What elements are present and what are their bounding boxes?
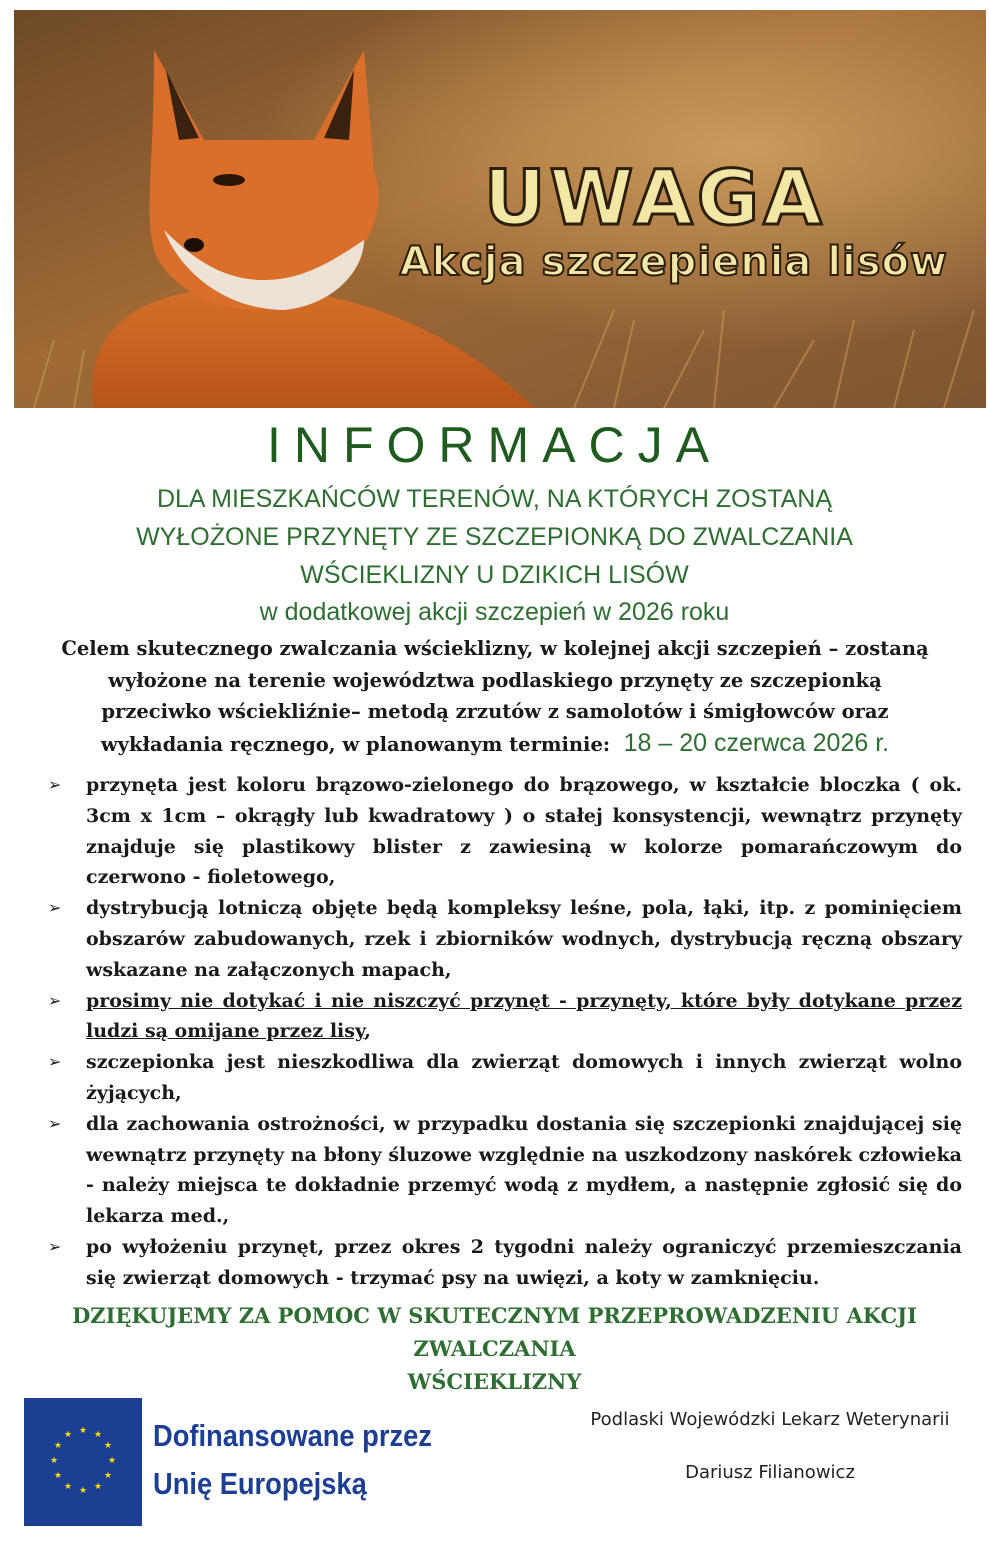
info-list [48,770,962,1294]
svg-text:★: ★ [63,1482,73,1492]
audience-line: DLA MIESZKAŃCÓW TERENÓW, NA KTÓRYCH ZOSTANĄ [156,485,833,513]
arrow-bullet-icon: ➢ [48,1113,62,1133]
svg-text:★: ★ [103,1471,113,1481]
list-item-text: szczepionka jest nieszkodliwa dla zwierząt domowych i innych zwierząt wolno żyjących, [86,1051,962,1104]
eu-funding-text [153,1412,432,1508]
thanks-line: WŚCIEKLIZNY [407,1369,582,1394]
lead-line: Celem skutecznego zwalczania wścieklizny, w kolejnej akcji szczepień – zostaną [61,637,929,660]
list-item-text: dla zachowania ostrożności, w przypadku dostania się szczepionki znajdującej się wewnątrz przynęty na błony śluzowe względnie na uszkodzony naskórek człowieka - należy miejsca te dokładnie przemyć wodą z mydłem, a następnie zgłosić się do lekarza med., [86,1112,962,1228]
list-item [48,893,962,985]
svg-text:★: ★ [78,1426,88,1436]
lead-line: przeciwko wściekliźnie– metodą zrzutów z samolotów i śmigłowców oraz [101,700,889,723]
arrow-bullet-icon: ➢ [48,1236,62,1256]
svg-text:★: ★ [93,1430,103,1440]
thanks-message [0,1299,989,1398]
arrow-bullet-icon: ➢ [48,990,62,1010]
list-item-warning: prosimy nie dotykać i nie niszczyć przynęt - przynęty, które były dotykane przez ludzi są omijane przez lisy [86,989,962,1043]
audience-line: WYŁOŻONE PRZYNĘTY ZE SZCZEPIONKĄ DO ZWALCZANIA [136,523,853,551]
svg-text:★: ★ [93,1482,103,1492]
banner-subheadline: Akcja szczepienia lisów [399,239,948,285]
banner-headline: UWAGA [483,153,826,242]
signature-name: Dariusz Filianowicz [685,1462,855,1483]
list-item [48,1047,962,1109]
signature-block [540,1409,989,1483]
lead-paragraph [20,633,970,760]
subheading: w dodatkowej akcji szczepień w 2026 roku [259,598,730,626]
list-item [48,1232,962,1294]
svg-text:★: ★ [103,1441,113,1451]
arrow-bullet-icon: ➢ [48,1052,62,1072]
svg-text:★: ★ [63,1430,73,1440]
svg-text:★: ★ [53,1471,63,1481]
list-item-text: przynęta jest koloru brązowo-zielonego do brązowego, w kształcie bloczka ( ok. 3cm x 1cm – okrągły lub kwadratowy ) o stałej konsystencji, wewnątrz przynęty znajduje się plastikowy blister z zawiesiną w kolorze pomarańczowym do czerwono - fioletowego, [86,774,962,889]
audience-line: WŚCIEKLIZNY U DZIKICH LISÓW [300,561,689,589]
eu-flag-logo [24,1398,142,1526]
eu-line: Unię Europejską [153,1466,367,1501]
lead-line-text: wykładania ręcznego, w planowanym terminie: [100,732,611,756]
vaccination-date: 18 – 20 czerwca 2026 r. [623,728,890,757]
arrow-bullet-icon: ➢ [48,898,62,918]
signature-title: Podlaski Wojewódzki Lekarz Weterynarii [590,1409,950,1430]
lead-line-last [20,728,970,761]
fox-banner [14,10,986,408]
thanks-line: DZIĘKUJEMY ZA POMOC W SKUTECZNYM PRZEPROWADZENIU AKCJI ZWALCZANIA [72,1303,917,1361]
list-item [48,770,962,893]
lead-line: wyłożone na terenie województwa podlaskiego przynęty ze szczepionką [108,668,882,692]
list-item-text: , [364,1020,371,1043]
page-title: INFORMACJA [267,417,722,473]
svg-text:★: ★ [53,1441,63,1451]
arrow-bullet-icon: ➢ [48,775,62,794]
eu-line: Dofinansowane przez [153,1418,432,1453]
audience-heading [40,480,949,594]
list-item [48,1109,962,1232]
svg-text:★: ★ [107,1456,117,1466]
list-item-text: po wyłożeniu przynęt, przez okres 2 tygodni należy ograniczyć przemieszczania się zwierząt domowych - trzymać psy na uwięzi, a koty w zamknięciu. [86,1235,962,1289]
eu-stars-icon [24,1398,142,1526]
svg-text:★: ★ [78,1486,88,1496]
list-item [48,986,962,1048]
list-item-text: dystrybucją lotniczą objęte będą kompleksy leśne, pola, łąki, itp. z pominięciem obszarów zabudowanych, rzek i zbiorników wodnych, dystrybucją ręczną obszary wskazane na załączonych mapach, [86,897,962,981]
svg-text:★: ★ [49,1456,59,1466]
